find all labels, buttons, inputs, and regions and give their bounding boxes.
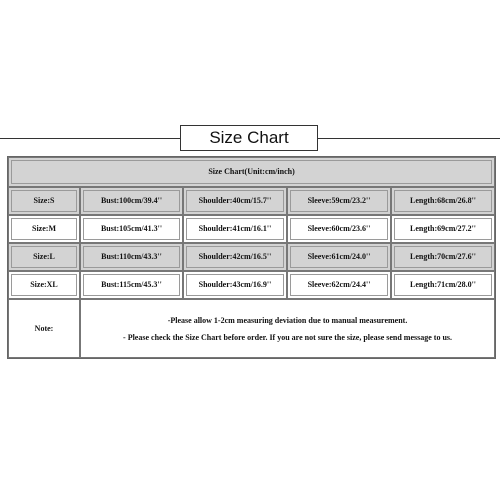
length-value: Length:68cm/26.8'' — [394, 190, 492, 212]
size-cell — [8, 243, 80, 271]
shoulder-cell — [183, 271, 287, 299]
sleeve-cell — [287, 243, 391, 271]
size-label: Size:S — [11, 190, 77, 212]
size-chart-table — [7, 156, 496, 359]
shoulder-value: Shoulder:41cm/16.1'' — [186, 218, 284, 240]
length-cell — [391, 271, 495, 299]
title-bar — [0, 125, 500, 155]
sleeve-cell — [287, 187, 391, 215]
length-value: Length:71cm/28.0'' — [394, 274, 492, 296]
table-row — [8, 271, 495, 299]
length-cell — [391, 187, 495, 215]
sleeve-value: Sleeve:60cm/23.6'' — [290, 218, 388, 240]
sleeve-value: Sleeve:59cm/23.2'' — [290, 190, 388, 212]
size-cell — [8, 215, 80, 243]
bust-cell — [80, 243, 183, 271]
table-row — [8, 215, 495, 243]
length-value: Length:70cm/27.6'' — [394, 246, 492, 268]
bust-cell — [80, 187, 183, 215]
note-row — [8, 299, 495, 358]
sleeve-cell — [287, 271, 391, 299]
shoulder-value: Shoulder:43cm/16.9'' — [186, 274, 284, 296]
page-title: Size Chart — [180, 125, 318, 151]
note-text-cell — [80, 299, 495, 358]
bust-value: Bust:105cm/41.3'' — [83, 218, 180, 240]
title-rule-left — [0, 138, 180, 139]
shoulder-cell — [183, 215, 287, 243]
shoulder-cell — [183, 243, 287, 271]
length-cell — [391, 243, 495, 271]
table-caption-text: Size Chart(Unit:cm/inch) — [11, 160, 492, 184]
bust-value: Bust:115cm/45.3'' — [83, 274, 180, 296]
size-cell — [8, 187, 80, 215]
shoulder-value: Shoulder:40cm/15.7'' — [186, 190, 284, 212]
bust-value: Bust:100cm/39.4'' — [83, 190, 180, 212]
shoulder-value: Shoulder:42cm/16.5'' — [186, 246, 284, 268]
size-label: Size:L — [11, 246, 77, 268]
note-lines — [81, 312, 494, 346]
length-cell — [391, 215, 495, 243]
table-row — [8, 243, 495, 271]
table-header-row — [8, 157, 495, 187]
title-rule-right — [318, 138, 500, 139]
size-label: Size:XL — [11, 274, 77, 296]
bust-cell — [80, 271, 183, 299]
note-line-2: - Please check the Size Chart before order. If you are not sure the size, please send message to us. — [123, 332, 453, 342]
note-line-1: -Please allow 1-2cm measuring deviation due to manual measurement. — [167, 315, 408, 325]
table-row — [8, 187, 495, 215]
bust-cell — [80, 215, 183, 243]
note-label-cell — [8, 299, 80, 358]
sleeve-value: Sleeve:62cm/24.4'' — [290, 274, 388, 296]
size-label: Size:M — [11, 218, 77, 240]
note-label: Note: — [34, 324, 54, 333]
bust-value: Bust:110cm/43.3'' — [83, 246, 180, 268]
shoulder-cell — [183, 187, 287, 215]
size-cell — [8, 271, 80, 299]
sleeve-value: Sleeve:61cm/24.0'' — [290, 246, 388, 268]
length-value: Length:69cm/27.2'' — [394, 218, 492, 240]
sleeve-cell — [287, 215, 391, 243]
table-caption — [8, 157, 495, 187]
